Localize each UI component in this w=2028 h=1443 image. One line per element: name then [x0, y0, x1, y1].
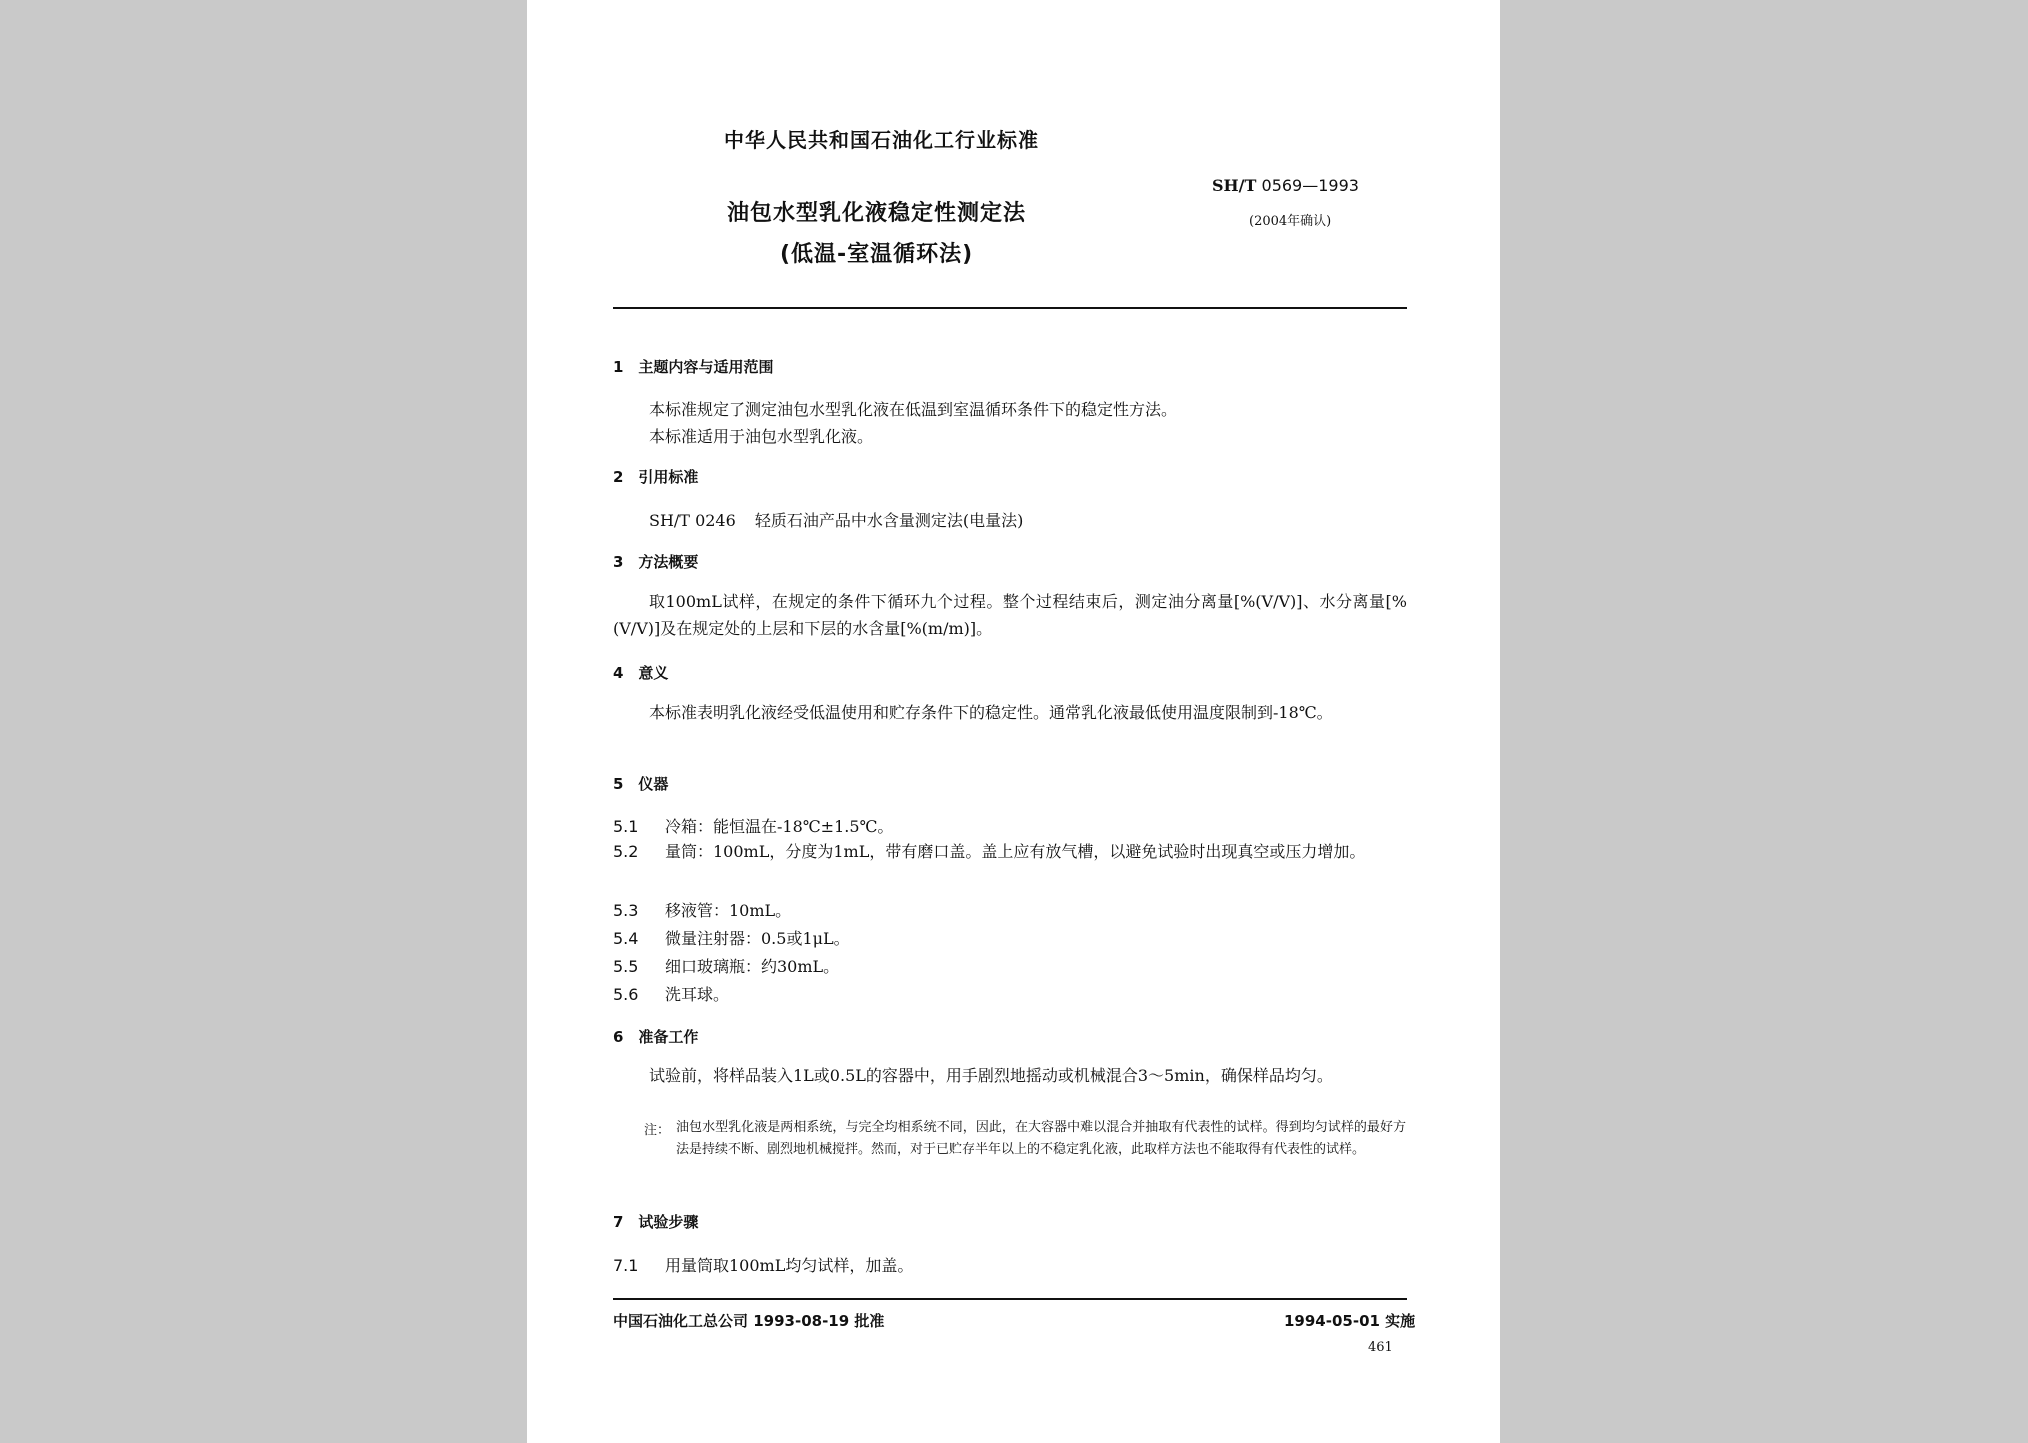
confirmation-note: (2004年确认) [1249, 214, 1332, 229]
item-text: 移液管：10mL。 [665, 901, 792, 920]
section-1-para-1: 本标准规定了测定油包水型乳化液在低温到室温循环条件下的稳定性方法。 [649, 400, 1178, 419]
section-1-title: 1 主题内容与适用范围 [613, 358, 774, 376]
section-3-para-1: 取100mL试样，在规定的条件下循环九个过程。整个过程结束后，测定油分离量[%(V/V)]、水分离量[%(V/V)]及在规定处的上层和下层的水含量[%(m/m)]。 [613, 592, 1407, 638]
header-rule [613, 307, 1407, 309]
standard-code-number: 0569—1993 [1261, 176, 1359, 195]
standard-code-prefix: SH/T [1212, 176, 1257, 195]
item-number: 5.5 [613, 957, 639, 976]
document-title-line1: 油包水型乳化液稳定性测定法 [727, 201, 1027, 226]
document-page [527, 0, 1500, 1443]
reference-standard [649, 508, 1023, 531]
list-item [613, 954, 839, 977]
item-text: 细口玻璃瓶：约30mL。 [665, 957, 840, 976]
item-text: 微量注射器：0.5或1μL。 [665, 929, 850, 948]
section-2-title: 2 引用标准 [613, 468, 699, 486]
section-7-title: 7 试验步骤 [613, 1213, 699, 1231]
item-text: 量筒：100mL，分度为1mL，带有磨口盖。盖上应有放气槽，以避免试验时出现真空或压力增加。 [665, 842, 1366, 861]
reference-title: 轻质石油产品中水含量测定法(电量法) [754, 511, 1024, 530]
list-item [613, 838, 1407, 865]
section-5-title: 5 仪器 [613, 775, 669, 793]
item-text: 洗耳球。 [665, 985, 730, 1004]
section-1-para-2: 本标准适用于油包水型乳化液。 [649, 427, 874, 446]
section-4-title: 4 意义 [613, 664, 669, 682]
section-4-para-1: 本标准表明乳化液经受低温使用和贮存条件下的稳定性。通常乳化液最低使用温度限制到-18℃。 [649, 703, 1333, 722]
section-6-para-1: 试验前，将样品装入1L或0.5L的容器中，用手剧烈地摇动或机械混合3～5min，确保样品均匀。 [649, 1066, 1333, 1085]
document-title-line2: (低温-室温循环法) [780, 242, 974, 267]
issuer-title: 中华人民共和国石油化工行业标准 [724, 128, 1039, 152]
approval-line: 中国石油化工总公司 1993-08-19 批准 [613, 1312, 885, 1330]
item-text: 冷箱：能恒温在-18℃±1.5℃。 [665, 817, 894, 836]
note-label: 注： [644, 1123, 671, 1138]
standard-code [1212, 176, 1359, 195]
item-number: 5.2 [613, 842, 639, 861]
item-number: 5.3 [613, 901, 639, 920]
list-item [613, 926, 850, 949]
item-number: 5.6 [613, 985, 639, 1004]
footer-rule [613, 1298, 1407, 1300]
item-number: 5.4 [613, 929, 639, 948]
section-3-title: 3 方法概要 [613, 553, 699, 571]
list-item [613, 814, 893, 837]
reference-code: SH/T 0246 [649, 511, 736, 530]
item-number: 5.1 [613, 817, 639, 836]
item-number: 7.1 [613, 1256, 639, 1275]
list-item [613, 898, 791, 921]
item-text: 用量筒取100mL均匀试样，加盖。 [665, 1256, 914, 1275]
section-6-title: 6 准备工作 [613, 1028, 699, 1046]
list-item [613, 1253, 913, 1276]
page-number: 461 [1368, 1340, 1393, 1355]
section-6-note: 油包水型乳化液是两相系统，与完全均相系统不同，因此，在大容器中难以混合并抽取有代表性的试样。得到均匀试样的最好方法是持续不断、剧烈地机械搅拌。然而，对于已贮存半年以上的不稳定乳化液，此取样方法也不能取得有代表性的试样。 [676, 1120, 1406, 1157]
effective-date: 1994-05-01 实施 [1284, 1312, 1416, 1330]
list-item [613, 982, 729, 1005]
